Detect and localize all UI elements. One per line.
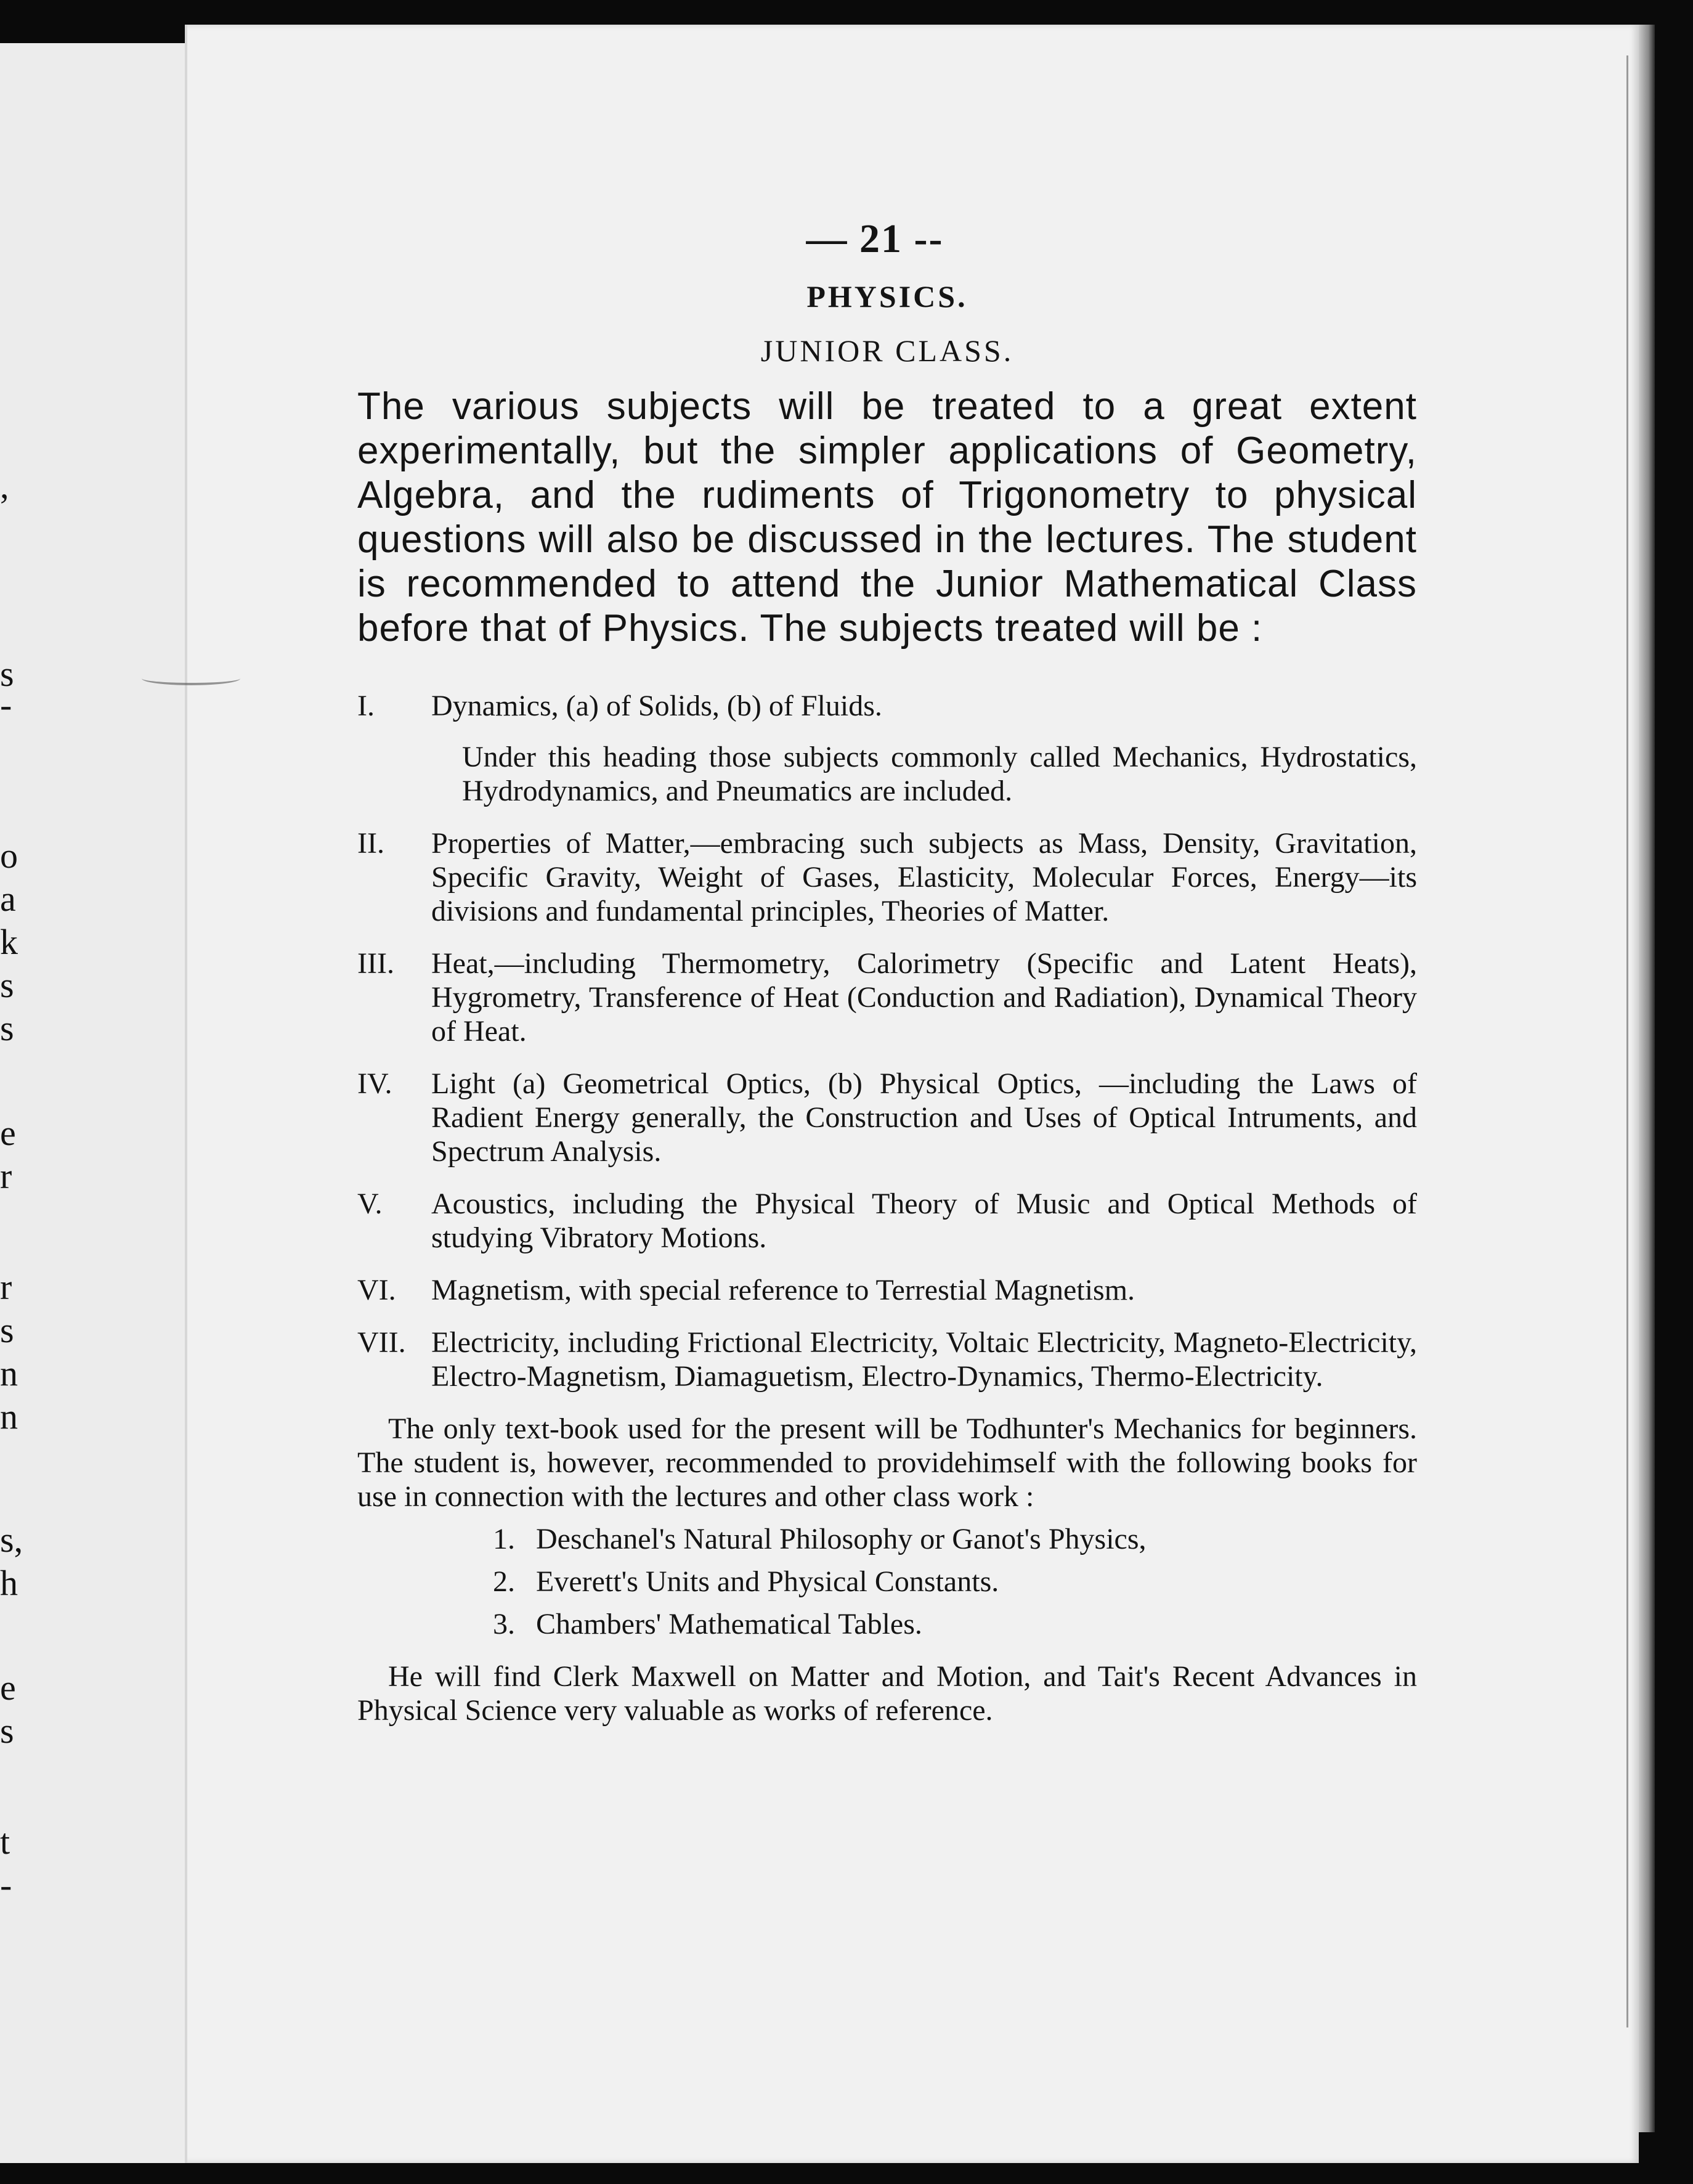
fragment: t [0, 1822, 10, 1862]
subject-text: Magnetism, with special reference to Terrestial Magnetism. [431, 1274, 1135, 1306]
closing-paragraph: He will find Clerk Maxwell on Matter and Motion, and Tait's Recent Advances in Physical Science very valuable as works of reference. [357, 1660, 1417, 1727]
book-title: Chambers' Mathematical Tables. [536, 1608, 922, 1640]
facing-page [0, 43, 185, 2163]
fragment: s [0, 1008, 14, 1048]
fragment: s [0, 654, 14, 694]
subject-note: Under this heading those subjects commonly called Mechanics, Hydrostatics, Hydrodynamics, and Pneumatics are included. [462, 741, 1417, 807]
book-item [493, 1522, 1417, 1556]
page-gutter [185, 25, 187, 2163]
subject-text: Electricity, including Frictional Electricity, Voltaic Electricity, Magneto-Electricity, Electro-Magnetism, Diamaguetism, Electro-Dynamics, Thermo-Electricity. [431, 1326, 1417, 1393]
subject-item [357, 1273, 1417, 1307]
subject-text: Properties of Matter,—embracing such subjects as Mass, Density, Gravitation, Specific Gravity, Weight of Gases, Elasticity, Molecular Forces, Energy—its divisions and fundamental principles, Theories of Matter. [431, 827, 1417, 927]
subject-item [357, 1067, 1417, 1168]
subject-number: I. [357, 690, 375, 722]
book-title: Deschanel's Natural Philosophy or Ganot's Physics, [536, 1523, 1147, 1555]
page-content [357, 216, 1417, 1727]
subject-number: VII. [357, 1326, 406, 1359]
fragment: n [0, 1353, 18, 1393]
page-edge-line [1626, 55, 1628, 2027]
subject-number: IV. [357, 1067, 392, 1100]
book-item [493, 1565, 1417, 1599]
fragment: s [0, 965, 14, 1005]
page-edge [1639, 25, 1655, 2132]
subject-item [357, 1326, 1417, 1393]
textbook-paragraph: The only text-book used for the present will be Todhunter's Mechanics for beginners. The student is, however, recommended to providehimself with the following books for use in connection with the lectures and other class work : [357, 1412, 1417, 1513]
fragment: - [0, 685, 12, 725]
subsection-title: JUNIOR CLASS. [760, 333, 1014, 368]
book-number: 1. [493, 1523, 515, 1555]
fragment: , [0, 466, 9, 506]
fragment: o [0, 836, 18, 876]
fragment: s [0, 1711, 14, 1751]
fragment: s, [0, 1520, 23, 1560]
fragment: s [0, 1310, 14, 1350]
fragment: - [0, 1865, 12, 1905]
fragment: a [0, 879, 16, 919]
fragment: k [0, 922, 18, 962]
subject-item [357, 826, 1417, 928]
intro-paragraph: The various subjects will be treated to a great extent experimentally, but the simpler applications of Geometry, Algebra, and the rudiments of Trigonometry to physical questions will also be discussed in the lectures. The student is recommended to attend the Junior Mathematical Class before that of Physics. The subjects treated will be : [357, 385, 1417, 650]
subject-number: II. [357, 827, 384, 860]
subject-number: V. [357, 1188, 383, 1220]
fragment: r [0, 1267, 12, 1307]
fragment: e [0, 1113, 16, 1153]
subject-text: Heat,—including Thermometry, Calorimetry (Specific and Latent Heats), Hygrometry, Transference of Heat (Conduction and Radiation), Dynamical Theory of Heat. [431, 947, 1417, 1048]
book-number: 2. [493, 1565, 515, 1598]
fragment: n [0, 1396, 18, 1436]
subject-number: III. [357, 947, 394, 980]
subject-text: Light (a) Geometrical Optics, (b) Physical Optics, —including the Laws of Radient Energy generally, the Construction and Uses of Optical Intruments, and Spectrum Analysis. [431, 1067, 1417, 1168]
subject-item [357, 1187, 1417, 1255]
page-number: — 21 -- [806, 216, 944, 261]
fragment: r [0, 1156, 12, 1196]
subject-text: Dynamics, (a) of Solids, (b) of Fluids. [431, 690, 882, 722]
subject-text: Acoustics, including the Physical Theory of Music and Optical Methods of studying Vibratory Motions. [431, 1188, 1417, 1254]
book-item [493, 1607, 1417, 1641]
fragment: e [0, 1668, 16, 1708]
subject-item [357, 947, 1417, 1048]
subject-item [357, 689, 1417, 723]
pencil-mark [142, 672, 240, 685]
subject-number: VI. [357, 1274, 396, 1306]
section-title: PHYSICS. [806, 279, 968, 314]
fragment: h [0, 1563, 18, 1603]
book-number: 3. [493, 1608, 515, 1640]
book-title: Everett's Units and Physical Constants. [536, 1565, 999, 1598]
